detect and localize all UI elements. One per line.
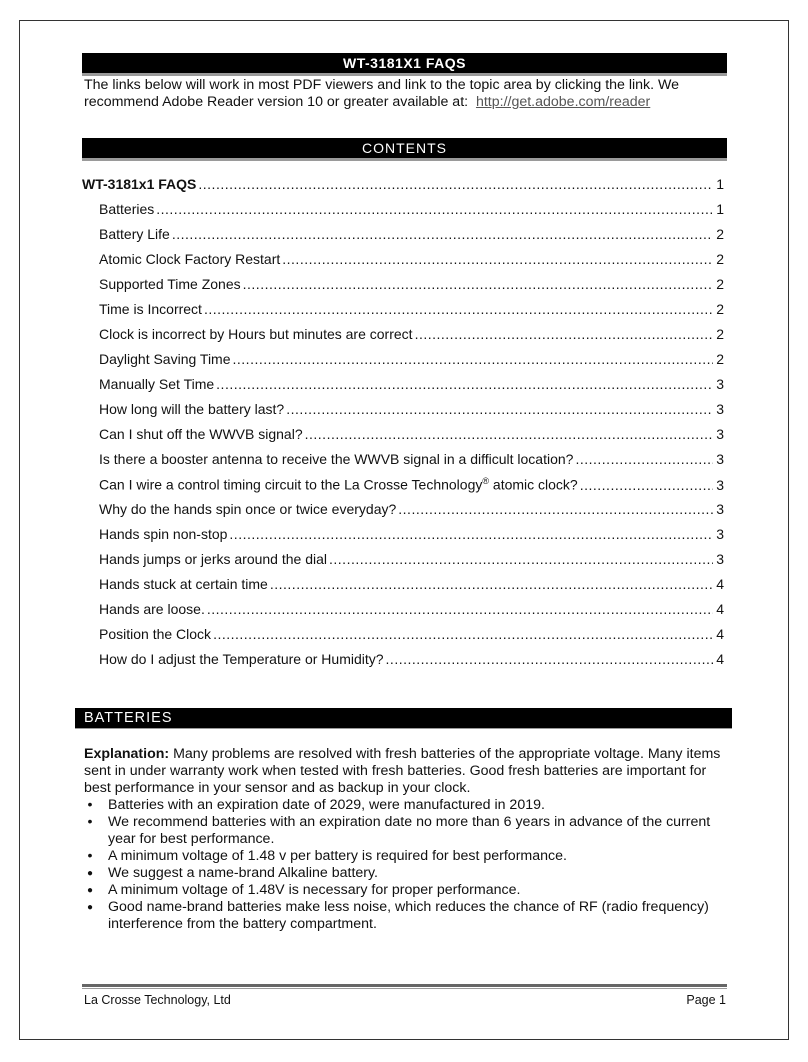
toc-entry[interactable] [82, 576, 724, 601]
toc-entry-label: Hands stuck at certain time [99, 576, 268, 592]
battery-tip [84, 899, 729, 933]
toc-entry-label: Batteries [99, 201, 155, 217]
toc-leader-dots [398, 501, 713, 517]
toc-entry-label: Hands spin non-stop [99, 526, 228, 542]
toc-leader-dots [305, 426, 714, 442]
toc-entry-label: Why do the hands spin once or twice everyday? [99, 501, 397, 517]
toc-entry-page: 2 [716, 326, 724, 342]
footer-rule-thin [82, 988, 727, 989]
bullet-icon: • [87, 814, 93, 830]
toc-leader-dots [282, 251, 713, 267]
toc-entry-page: 3 [716, 401, 724, 417]
toc-entry[interactable] [82, 426, 724, 451]
toc-leader-dots [233, 351, 714, 367]
battery-tip [84, 797, 729, 814]
toc-entry-page: 1 [716, 201, 724, 217]
toc-entry-page: 2 [716, 301, 724, 317]
battery-tip-text: Good name-brand batteries make less noise, which reduces the chance of RF (radio frequency) interference from the battery compartment. [108, 899, 709, 932]
toc-entry-label: WT-3181x1 FAQS [82, 176, 197, 192]
toc-entry-page: 4 [716, 651, 724, 667]
toc-entry-page: 3 [716, 426, 724, 442]
toc-entry-page: 2 [716, 276, 724, 292]
toc-entry[interactable] [82, 401, 724, 426]
toc-leader-dots [213, 626, 713, 642]
toc-entry[interactable] [82, 201, 724, 226]
toc-entry-page: 3 [716, 501, 724, 517]
explanation-label: Explanation: [84, 746, 170, 762]
toc-entry[interactable] [82, 301, 724, 326]
toc-entry-label: Daylight Saving Time [99, 351, 231, 367]
footer-page-number: Page 1 [686, 993, 726, 1007]
toc-leader-dots [575, 451, 713, 467]
intro-text: The links below will work in most PDF viewers and link to the topic area by clicking the link. We recommend Adobe Reader version 10 or greater available at: [84, 77, 680, 110]
battery-tip-text: Batteries with an expiration date of 2029, were manufactured in 2019. [108, 797, 545, 813]
bullet-icon: ● [86, 885, 94, 896]
toc-leader-dots [329, 551, 713, 567]
battery-tips-list [84, 797, 729, 933]
toc-leader-dots [286, 401, 713, 417]
toc-entry[interactable] [82, 501, 724, 526]
toc-leader-dots [207, 601, 713, 617]
toc-leader-dots [156, 201, 713, 217]
battery-tip-text: A minimum voltage of 1.48V is necessary for proper performance. [108, 882, 521, 898]
toc-entry-label: How long will the battery last? [99, 401, 285, 417]
toc-leader-dots [243, 276, 714, 292]
intro-paragraph [84, 77, 729, 111]
contents-heading: CONTENTS [82, 138, 727, 158]
toc-entry-page: 4 [716, 601, 724, 617]
contents-underline [82, 158, 727, 161]
toc-leader-dots [386, 651, 714, 667]
toc-entry-label: Supported Time Zones [99, 276, 241, 292]
toc-entry-page: 3 [716, 451, 724, 467]
document-title: WT-3181X1 FAQS [82, 53, 727, 73]
toc-entry[interactable] [82, 626, 724, 651]
toc-entry-label: Hands jumps or jerks around the dial [99, 551, 328, 567]
toc-entry[interactable] [82, 476, 724, 501]
toc-leader-dots [415, 326, 714, 342]
explanation-text: Many problems are resolved with fresh batteries of the appropriate voltage. Many items sent in under warranty work when tested with fresh batteries. Good fresh batteries are important for best performance in your sensor and as backup in your clock. [84, 746, 721, 796]
toc-entry-page: 3 [716, 526, 724, 542]
toc-entry-label: Clock is incorrect by Hours but minutes are correct [99, 326, 413, 342]
toc-entry[interactable] [82, 326, 724, 351]
battery-tip [84, 882, 729, 899]
batteries-heading: BATTERIES [75, 708, 732, 728]
bullet-icon: ● [86, 868, 94, 879]
toc-entry-page: 2 [716, 351, 724, 367]
toc-entry-label: Can I shut off the WWVB signal? [99, 426, 303, 442]
bullet-icon: • [87, 848, 93, 864]
toc-entry-label: Is there a booster antenna to receive the WWVB signal in a difficult location? [99, 451, 574, 467]
toc-entry-label: Manually Set Time [99, 376, 215, 392]
toc-entry-label: Can I wire a control timing circuit to the La Crosse Technology® atomic clock? [99, 476, 578, 493]
toc-entry[interactable] [82, 526, 724, 551]
battery-tip-text: We suggest a name-brand Alkaline battery. [108, 865, 378, 881]
toc-entry-label: Battery Life [99, 226, 170, 242]
toc-entry[interactable] [82, 251, 724, 276]
toc-entry-page: 1 [716, 176, 724, 192]
battery-tip [84, 814, 729, 848]
toc-entry-page: 3 [716, 376, 724, 392]
battery-tip-text: We recommend batteries with an expiration date no more than 6 years in advance of the current year for best performance. [108, 814, 711, 847]
toc-entry[interactable] [82, 376, 724, 401]
toc-entry-label: Atomic Clock Factory Restart [99, 251, 281, 267]
toc-entry-page: 3 [716, 551, 724, 567]
toc-leader-dots [270, 576, 713, 592]
explanation-paragraph [84, 746, 729, 797]
toc-entry[interactable] [82, 351, 724, 376]
toc-entry-page: 4 [716, 626, 724, 642]
bullet-icon: • [87, 797, 93, 813]
batteries-underline [75, 728, 732, 729]
battery-tip [84, 865, 729, 882]
toc-entry[interactable] [82, 551, 724, 576]
toc-entry-page: 2 [716, 226, 724, 242]
toc-entry-page: 2 [716, 251, 724, 267]
footer-rule [82, 984, 727, 987]
toc-entry[interactable] [82, 176, 724, 201]
battery-tip [84, 848, 729, 865]
toc-entry-page: 4 [716, 576, 724, 592]
toc-leader-dots [204, 301, 713, 317]
title-underline [82, 73, 727, 76]
battery-tip-text: A minimum voltage of 1.48 v per battery is required for best performance. [108, 848, 567, 864]
toc-leader-dots [580, 477, 713, 493]
toc-entry[interactable] [82, 601, 724, 626]
toc-leader-dots [172, 226, 713, 242]
toc-entry-page: 3 [716, 476, 724, 493]
toc-entry[interactable] [82, 226, 724, 251]
toc-entry[interactable] [82, 651, 724, 676]
bullet-icon: ● [86, 902, 94, 913]
toc-entry-label: How do I adjust the Temperature or Humidity? [99, 651, 384, 667]
adobe-reader-link[interactable]: http://get.adobe.com/reader [475, 94, 651, 110]
toc-entry[interactable] [82, 451, 724, 476]
toc-entry-label: Position the Clock [99, 626, 212, 642]
footer-company: La Crosse Technology, Ltd [84, 993, 231, 1007]
table-of-contents [82, 176, 724, 676]
toc-leader-dots [229, 526, 713, 542]
toc-leader-dots [198, 176, 713, 192]
toc-leader-dots [216, 376, 713, 392]
toc-entry[interactable] [82, 276, 724, 301]
toc-entry-label: Hands are loose. [99, 601, 205, 617]
toc-entry-label: Time is Incorrect [99, 301, 202, 317]
